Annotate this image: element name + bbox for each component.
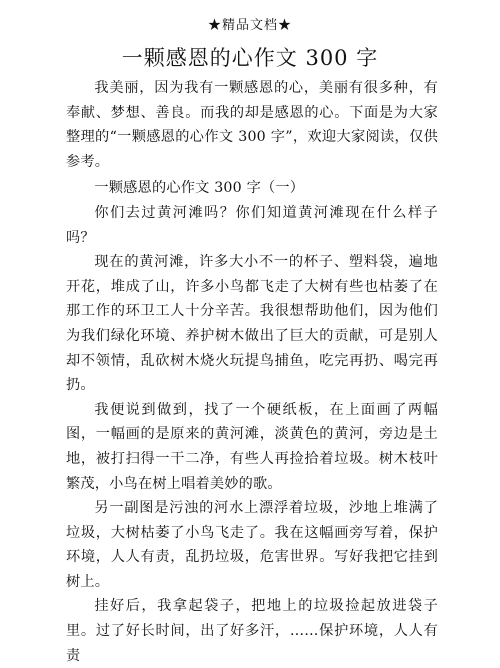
body-paragraph: 现在的黄河滩，许多大小不一的杯子、塑料袋，遍地开花，堆成了山，许多小鸟都飞走了大树有些也枯萎了在那工作的环卫工人十分辛苦。我很想帮助他们，因为他们为我们绿化环境、养护树木做出了巨大的贡献，可是别人却不领情，乱砍树木烧火玩提鸟捕鱼，吃完再扔、喝完再扔。 <box>66 254 438 394</box>
body-paragraph: 另一副图是污浊的河水上漂浮着垃圾，沙地上堆满了垃圾，大树枯萎了小鸟飞走了。我在这幅画旁写着，保护环境，人人有责，乱扔垃圾，危害世界。写好我把它挂到树上。 <box>66 500 438 590</box>
document-body <box>66 76 438 668</box>
body-paragraph: 挂好后，我拿起袋子，把地上的垃圾捡起放进袋子里。过了好长时间，出了好多汗，……保护环境，人人有责 <box>66 598 438 664</box>
header-mark: ★精品文档★ <box>207 18 292 33</box>
section-subtitle: 一颗感恩的心作文 300 字（一） <box>94 180 305 197</box>
body-paragraph: 我便说到做到，找了一个硬纸板，在上面画了两幅图，一幅画的是原来的黄河滩，淡黄色的黄河，旁边是土地，被打扫得一干二净，有些人再捡拾着垃圾。树木枝叶繁茂，小鸟在树上唱着美妙的歌。 <box>66 401 438 492</box>
page-title: 一颗感恩的心作文 300 字 <box>121 46 379 70</box>
body-paragraph: 你们去过黄河滩吗？你们知道黄河滩现在什么样子 吗？ <box>66 204 438 246</box>
intro-paragraph: 我美丽，因为我有一颗感恩的心，美丽有很多种，有奉献、梦想、善良。而我的却是感恩的心。下面是为大家整理的“一颗感恩的心作文 300 字”，欢迎大家阅读，仅供参考。 <box>66 80 438 170</box>
